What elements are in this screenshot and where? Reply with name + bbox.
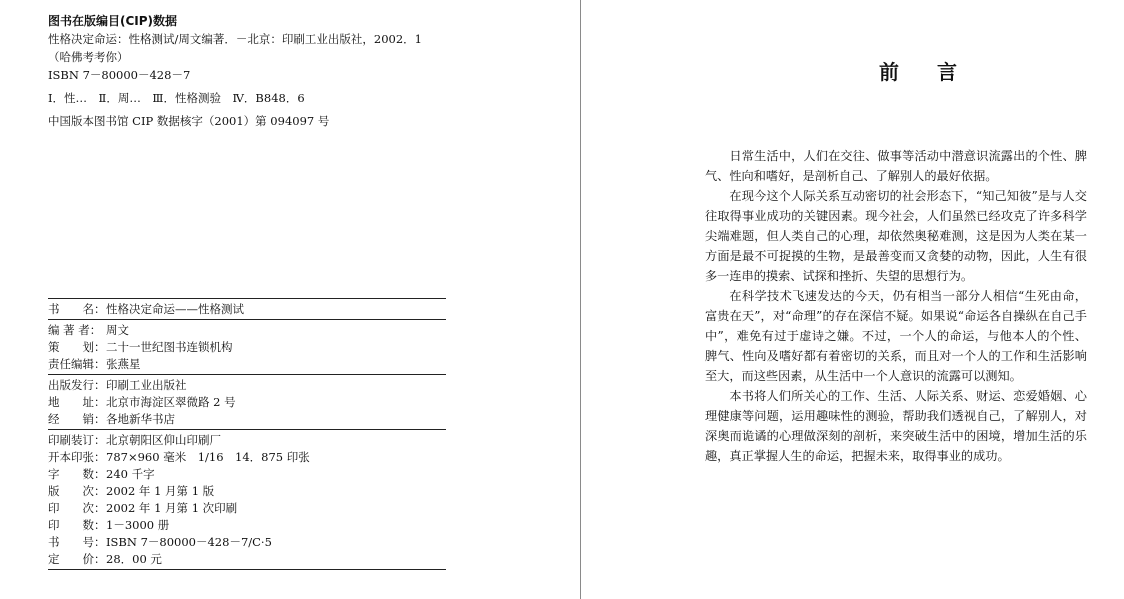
cip-title: 图书在版编目(CIP)数据 bbox=[48, 14, 178, 28]
colophon-row bbox=[48, 301, 446, 318]
colophon-label: 出版发行： bbox=[48, 378, 106, 392]
colophon-value: 印刷工业出版社 bbox=[106, 378, 187, 392]
colophon-row bbox=[48, 339, 446, 356]
colophon-group-publisher bbox=[48, 374, 446, 429]
preface-body bbox=[705, 146, 1087, 466]
colophon-label: 编 著 者： bbox=[48, 323, 102, 337]
colophon-label: 版 次： bbox=[48, 484, 106, 498]
colophon-label: 定 价： bbox=[48, 552, 106, 566]
colophon-row bbox=[48, 483, 446, 500]
colophon-label: 责任编辑： bbox=[48, 357, 106, 371]
colophon-value: 2002 年 1 月第 1 版 bbox=[106, 484, 215, 498]
colophon-value: 28．00 元 bbox=[106, 552, 162, 566]
colophon-value: 二十一世纪图书连锁机构 bbox=[106, 340, 233, 354]
preface-paragraph: 在现今这个人际关系互动密切的社会形态下，“知己知彼”是与人交往取得事业成功的关键因素。现今社会，人们虽然已经攻克了许多科学尖端难题，但人类自己的心理，却依然奥秘难测，这是因为人类在某一方面是最不可捉摸的生物，是最善变而又贪婪的动物，因此，人生有很多一连串的摸索、试探和挫折、失望的思想行为。 bbox=[705, 189, 1087, 283]
colophon-row bbox=[48, 517, 446, 534]
colophon-row bbox=[48, 377, 446, 394]
colophon-row bbox=[48, 500, 446, 517]
colophon bbox=[48, 298, 446, 570]
cip-subjects: Ⅰ．性… Ⅱ．周… Ⅲ．性格测验 Ⅳ．B848．6 bbox=[48, 91, 305, 105]
colophon-row bbox=[48, 551, 446, 568]
preface-page bbox=[581, 0, 1124, 599]
colophon-value: 240 千字 bbox=[106, 467, 155, 481]
colophon-group-book bbox=[48, 298, 446, 319]
colophon-value: 各地新华书店 bbox=[106, 412, 175, 426]
preface-paragraph: 日常生活中，人们在交往、做事等活动中潜意识流露出的个性、脾气、性向和嗜好，是剖析自己、了解别人的最好依据。 bbox=[705, 149, 1087, 183]
preface-paragraph: 在科学技术飞速发达的今天，仍有相当一部分人相信“生死由命，富贵在天”，对“命理”的存在深信不疑。如果说“命运各自操纵在自己手中”，难免有过于虚诗之嫌。不过，一个人的命运，与他本人的个性、脾气、性向及嗜好都有着密切的关系，而且对一个人的工作和生活影响至大，而这些因素，从生活中一个人意识的流露可以测知。 bbox=[705, 289, 1087, 383]
colophon-row bbox=[48, 466, 446, 483]
colophon-row bbox=[48, 322, 446, 339]
colophon-row bbox=[48, 356, 446, 373]
colophon-row bbox=[48, 411, 446, 428]
colophon-label: 印刷装订： bbox=[48, 433, 106, 447]
colophon-value: ISBN 7－80000－428－7/C·5 bbox=[106, 535, 272, 549]
colophon-group-printing bbox=[48, 429, 446, 570]
cip-isbn: ISBN 7－80000－428－7 bbox=[48, 68, 191, 82]
colophon-value: 2002 年 1 月第 1 次印刷 bbox=[106, 501, 238, 515]
colophon-group-editors bbox=[48, 319, 446, 374]
preface-title: 前言 bbox=[879, 60, 995, 84]
colophon-value: 北京朝阳区仰山印刷厂 bbox=[106, 433, 221, 447]
cip-catalog-line: 性格决定命运：性格测试/周文编著．－北京：印刷工业出版社，2002．1 bbox=[48, 32, 422, 46]
colophon-value: 周文 bbox=[106, 323, 129, 337]
colophon-label: 印 数： bbox=[48, 518, 106, 532]
colophon-label: 书 名： bbox=[48, 302, 106, 316]
colophon-label: 书 号： bbox=[48, 535, 106, 549]
colophon-value: 性格决定命运——性格测试 bbox=[106, 302, 244, 316]
preface-paragraph: 本书将人们所关心的工作、生活、人际关系、财运、恋爱婚姻、心理健康等问题，运用趣味性的测验，帮助我们透视自己，了解别人，对深奥而诡谲的心理做深刻的剖析，来突破生活中的困境，增加生活的乐趣，真正掌握人生的命运，把握未来，取得事业的成功。 bbox=[705, 389, 1087, 463]
colophon-value: 787×960 毫米 1/16 14．875 印张 bbox=[106, 450, 310, 464]
colophon-label: 地 址： bbox=[48, 395, 106, 409]
colophon-label: 开本印张： bbox=[48, 450, 106, 464]
colophon-label: 经 销： bbox=[48, 412, 106, 426]
cip-record-number: 中国版本图书馆 CIP 数据核字（2001）第 094097 号 bbox=[48, 114, 330, 128]
colophon-value: 张燕星 bbox=[106, 357, 141, 371]
colophon-value: 北京市海淀区翠微路 2 号 bbox=[106, 395, 236, 409]
colophon-label: 策 划： bbox=[48, 340, 106, 354]
cip-series-line: （哈佛考考你） bbox=[48, 50, 129, 64]
colophon-label: 印 次： bbox=[48, 501, 106, 515]
colophon-row bbox=[48, 449, 446, 466]
cip-block bbox=[48, 12, 468, 130]
colophon-row bbox=[48, 394, 446, 411]
colophon-label: 字 数： bbox=[48, 467, 106, 481]
colophon-row bbox=[48, 432, 446, 449]
colophon-value: 1－3000 册 bbox=[106, 518, 170, 532]
colophon-row bbox=[48, 534, 446, 551]
